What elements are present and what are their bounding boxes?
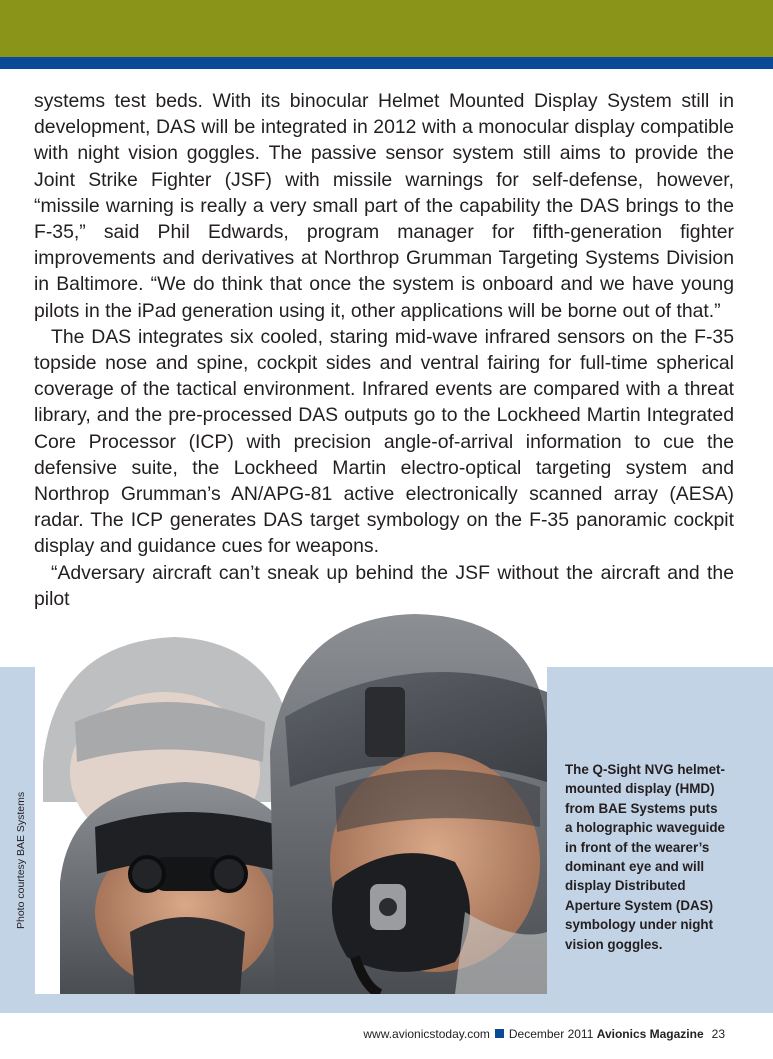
footer-page-number: 23 — [711, 1027, 725, 1041]
article-body — [34, 88, 734, 612]
footer-square-icon — [495, 1029, 504, 1038]
helmet-photo — [35, 612, 547, 994]
photo-caption: The Q-Sight NVG helmet-mounted display (HMD) from BAE Systems puts a holographic waveguide in front of the wearer’s dominant eye and will display Distributed Aperture System (DAS) symbology under night vision goggles. — [565, 762, 725, 952]
helmet-photo-illustration — [35, 612, 547, 994]
left-pilot-figure — [60, 782, 303, 994]
photo-credit: Photo courtesy BAE Systems — [15, 791, 27, 929]
header-color-band — [0, 0, 773, 57]
footer-date: December 2011 — [508, 1027, 594, 1041]
page-footer — [363, 1027, 725, 1041]
article-paragraph-3: “Adversary aircraft can’t sneak up behind the JSF without the aircraft and the pilot — [34, 561, 734, 610]
article-paragraph-1: systems test beds. With its binocular Helmet Mounted Display System still in development, DAS will be integrated in 2012 with a monocular display compatible with night vision goggles. The passive sensor system still aims to provide the Joint Strike Fighter (JSF) with missile warnings for self-defense, however, “missile warning is really a very small part of the capability the DAS brings to the F-35,” said Phil Edwards, program manager for fifth-generation fighter improvements and derivatives at Northrop Grumman Targeting Systems Division in Baltimore. “We do think that once the system is onboard and we have young pilots in the iPad generation using it, other applications will be borne out of that.” — [34, 90, 734, 322]
right-pilot-figure — [270, 614, 547, 994]
footer-magazine: Avionics Magazine — [596, 1027, 704, 1041]
article-paragraph-2: The DAS integrates six cooled, staring mid-wave infrared sensors on the F-35 topside nose and spine, cockpit sides and ventral fairing for full-time spherical coverage of the tactical environment. Infrared events are compared with a threat library, and the pre-processed DAS outputs go to the Lockheed Martin Integrated Core Processor (ICP) with precision angle-of-arrival information to cue the defensive suite, the Lockheed Martin electro-optical targeting system and Northrop Grumman’s AN/APG-81 active electronically scanned array (AESA) radar. The ICP generates DAS target symbology on the F-35 panoramic cockpit display and guidance cues for weapons. — [34, 325, 734, 558]
header-blue-rule — [0, 57, 773, 69]
footer-url: www.avionicstoday.com — [363, 1027, 490, 1041]
